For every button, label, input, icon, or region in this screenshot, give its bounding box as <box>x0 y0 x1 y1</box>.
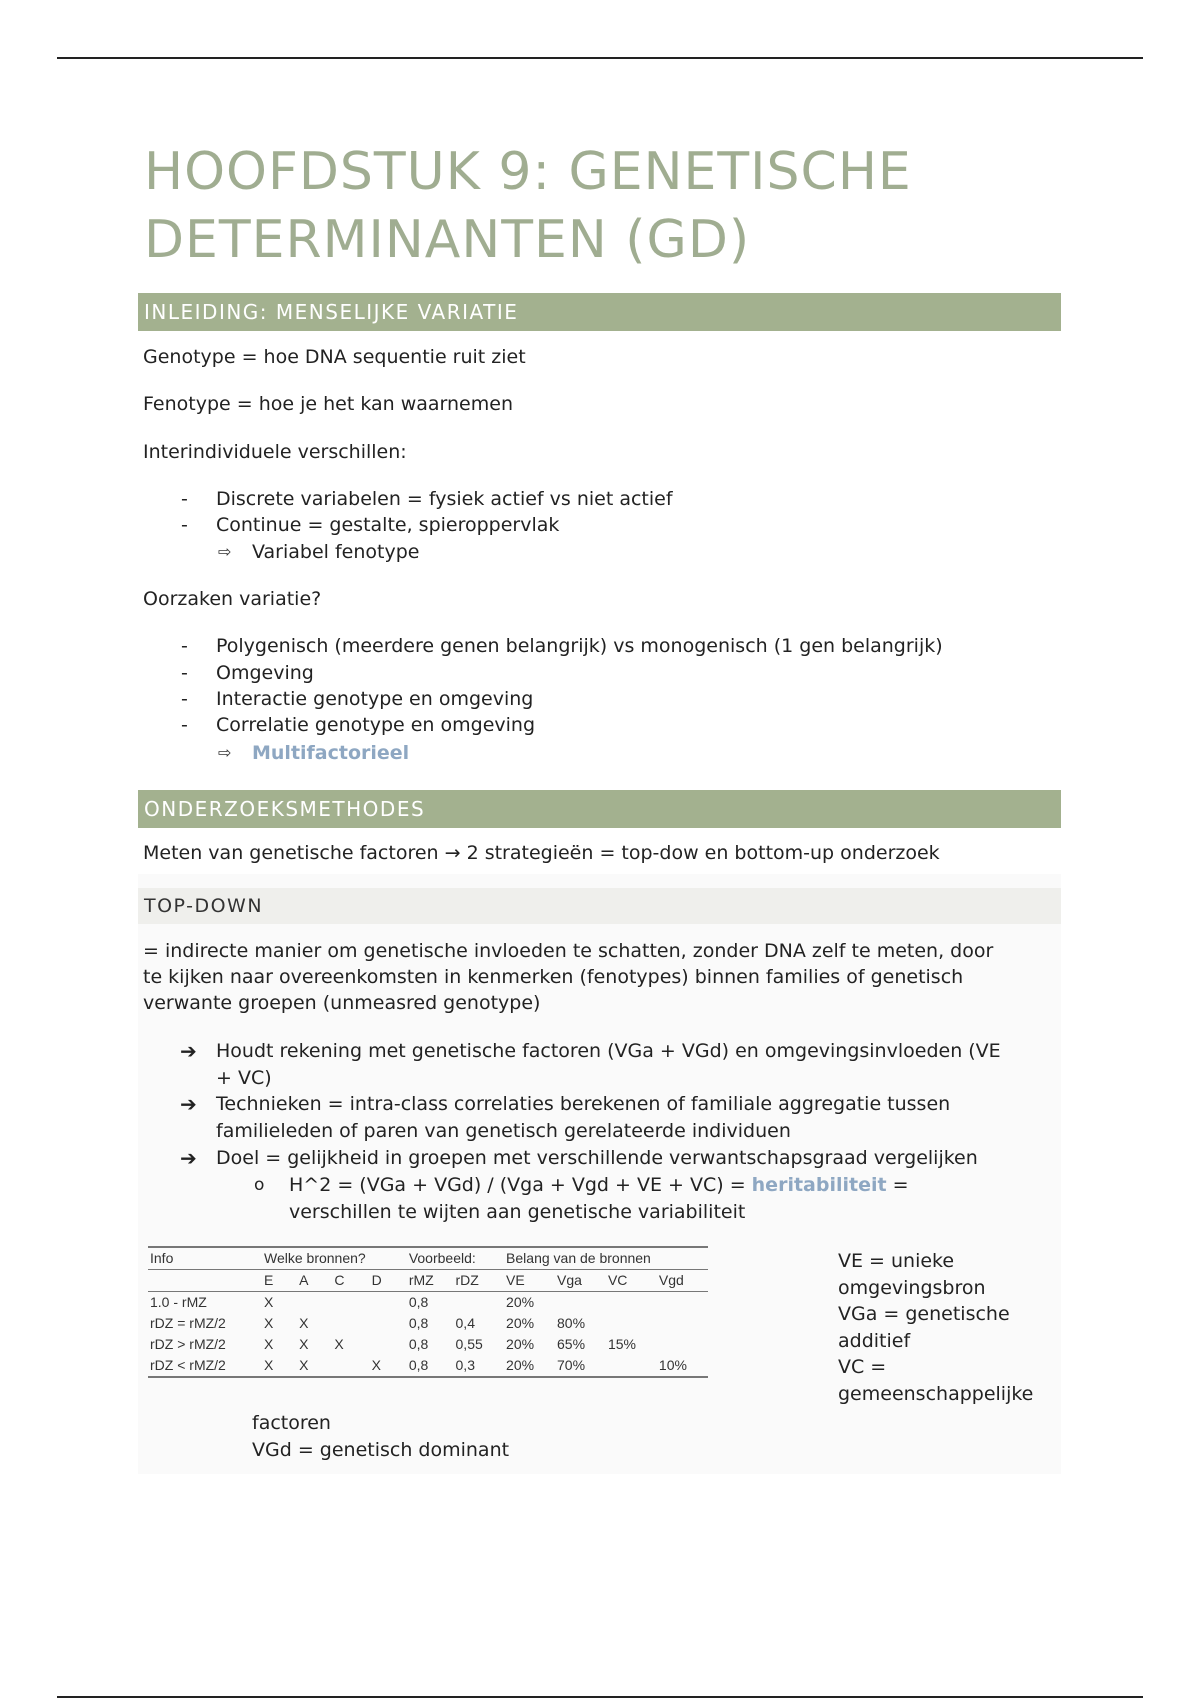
bottom-rule <box>57 1696 1143 1698</box>
legend-side <box>838 1248 1068 1407</box>
heritability-table <box>148 1246 708 1378</box>
group-header: Welke bronnen? <box>262 1247 407 1270</box>
table-row <box>148 1355 708 1377</box>
legend-below <box>252 1410 509 1463</box>
definition-line: verwante groepen (unmeasred genotype) <box>143 992 541 1014</box>
formula-pre: H^2 = (VGa + VGd) / (Vga + Vgd + VE + VC) = <box>289 1174 752 1196</box>
legend-line: VC = <box>838 1356 887 1378</box>
section-heading-inleiding: INLEIDING: MENSELIJKE VARIATIE <box>138 293 1061 331</box>
inter-arrow-text: Variabel fenotype <box>252 541 420 563</box>
dash-bullet: - <box>181 635 188 657</box>
table-cell: 20% <box>506 1336 535 1352</box>
legend-line: VE = unieke <box>838 1250 955 1272</box>
column-header <box>148 1270 262 1292</box>
table-cell: 0,8 <box>408 1315 429 1331</box>
arrow-bullet-icon: ➔ <box>180 1039 197 1063</box>
arrow-icon: ⇨ <box>218 743 232 762</box>
dash-bullet: - <box>181 714 188 736</box>
formula-post: = <box>886 1174 909 1196</box>
legend-line: VGa = genetische <box>838 1303 1010 1325</box>
arrow-icon: ⇨ <box>218 542 232 561</box>
table-cell: X <box>370 1355 407 1377</box>
table-body <box>148 1292 708 1378</box>
onderzoek-intro: Meten van genetische factoren → 2 strategieën = top-dow en bottom-up onderzoek <box>143 842 940 864</box>
bullet-line: Doel = gelijkheid in groepen met verschillende verwantschapsgraad vergelijken <box>216 1147 978 1169</box>
dash-bullet: - <box>181 662 188 684</box>
formula-line <box>289 1172 909 1198</box>
inter-label: Interindividuele verschillen: <box>143 441 407 463</box>
table-row <box>148 1313 708 1334</box>
table-cell: 65% <box>557 1336 586 1352</box>
column-header: C <box>332 1270 369 1292</box>
bullet-line: Houdt rekening met genetische factoren (VGa + VGd) en omgevingsinvloeden (VE <box>216 1040 1001 1062</box>
list-item: Correlatie genotype en omgeving <box>216 714 536 736</box>
group-header: Voorbeeld: <box>407 1247 504 1270</box>
table-row <box>148 1334 708 1355</box>
arrow-bullet-icon: ➔ <box>180 1146 197 1170</box>
table-cell: rDZ > rMZ/2 <box>150 1336 226 1352</box>
table-cell: X <box>299 1336 309 1352</box>
definition-line: = indirecte manier om genetische invloeden te schatten, zonder DNA zelf te meten, door <box>143 940 994 962</box>
legend-line: VGd = genetisch dominant <box>252 1438 510 1461</box>
table-cell: 0,8 <box>407 1355 454 1377</box>
top-rule <box>57 57 1143 59</box>
sub-header-row <box>148 1270 708 1292</box>
table-cell: 10% <box>657 1355 708 1377</box>
bullet-line: Technieken = intra-class correlaties berekenen of familiale aggregatie tussen <box>216 1093 951 1115</box>
table-cell <box>606 1292 657 1314</box>
column-header: E <box>262 1270 297 1292</box>
legend-line: omgevingsbron <box>838 1276 986 1299</box>
table-cell: 0,8 <box>408 1336 429 1352</box>
list-item: Omgeving <box>216 662 314 684</box>
column-header: D <box>370 1270 407 1292</box>
table-cell <box>555 1292 606 1314</box>
oorzaken-label: Oorzaken variatie? <box>143 588 322 610</box>
table-cell <box>657 1334 708 1355</box>
list-item: Interactie genotype en omgeving <box>216 688 534 710</box>
table-cell <box>657 1292 708 1314</box>
arrow-bullet-icon: ➔ <box>180 1092 197 1116</box>
table-cell <box>370 1292 407 1314</box>
table-cell: X <box>299 1315 309 1331</box>
table-cell <box>332 1355 369 1377</box>
dash-bullet: - <box>181 688 188 710</box>
sub-bullet-marker: o <box>254 1175 265 1195</box>
definition-line: te kijken naar overeenkomsten in kenmerken (fenotypes) binnen families of genetisch <box>143 966 964 988</box>
column-header: Vga <box>555 1270 606 1292</box>
column-header: VE <box>504 1270 555 1292</box>
column-header: rMZ <box>407 1270 454 1292</box>
group-header: Belang van de bronnen <box>504 1247 708 1270</box>
legend-line: additief <box>838 1329 911 1352</box>
table-cell: 20% <box>506 1294 535 1310</box>
table-cell: 15% <box>607 1336 636 1352</box>
title-line-2: DETERMINANTEN (GD) <box>144 210 751 270</box>
heritabiliteit-term: heritabiliteit <box>751 1174 887 1196</box>
table-cell: 70% <box>555 1355 606 1377</box>
section-heading-onderzoeksmethodes: ONDERZOEKSMETHODES <box>138 790 1061 828</box>
table-cell: X <box>297 1355 332 1377</box>
bullet-line: + VC) <box>216 1067 272 1089</box>
table-cell: 0,3 <box>454 1355 505 1377</box>
dash-bullet: - <box>181 488 188 510</box>
table-cell <box>606 1313 657 1334</box>
table-cell: rDZ = rMZ/2 <box>150 1315 226 1331</box>
list-item: Discrete variabelen = fysiek actief vs niet actief <box>216 488 673 510</box>
table-cell <box>297 1292 332 1314</box>
table-cell: X <box>334 1336 344 1352</box>
table-cell <box>657 1313 708 1334</box>
table-cell: X <box>264 1294 274 1310</box>
title-line-1: HOOFDSTUK 9: GENETISCHE <box>144 142 912 202</box>
fenotype-definition: Fenotype = hoe je het kan waarnemen <box>143 393 513 415</box>
table-cell: 80% <box>557 1315 586 1331</box>
formula-line-2: verschillen te wijten aan genetische variabiliteit <box>289 1201 746 1223</box>
list-item: Continue = gestalte, spieroppervlak <box>216 514 560 536</box>
table-cell: 0,4 <box>455 1315 475 1331</box>
table-cell: 20% <box>506 1315 535 1331</box>
subheading-top-down: TOP-DOWN <box>138 888 1061 924</box>
table-cell: rDZ < rMZ/2 <box>148 1355 262 1377</box>
page-title <box>144 138 1084 274</box>
bullet-line: familieleden of paren van genetisch gerelateerde individuen <box>216 1120 791 1142</box>
table-cell: 1.0 - rMZ <box>150 1294 207 1310</box>
table-cell <box>370 1334 407 1355</box>
table-cell <box>370 1313 407 1334</box>
table-cell: 0,55 <box>455 1336 483 1352</box>
table-cell <box>606 1355 657 1377</box>
table-cell <box>332 1292 369 1314</box>
table-cell: X <box>264 1315 274 1331</box>
table-cell: X <box>262 1355 297 1377</box>
column-header: Vgd <box>657 1270 708 1292</box>
list-item: Polygenisch (meerdere genen belangrijk) vs monogenisch (1 gen belangrijk) <box>216 635 943 657</box>
column-header: A <box>297 1270 332 1292</box>
table-row <box>148 1292 708 1314</box>
multifactorieel-term: Multifactorieel <box>252 742 410 764</box>
column-header: rDZ <box>454 1270 505 1292</box>
legend-line: factoren <box>252 1412 331 1434</box>
table-cell <box>454 1292 505 1314</box>
table-cell: 20% <box>504 1355 555 1377</box>
group-header: Info <box>148 1247 262 1270</box>
table-cell <box>332 1313 369 1334</box>
column-header: VC <box>606 1270 657 1292</box>
legend-line: gemeenschappelijke <box>838 1382 1034 1405</box>
dash-bullet: - <box>181 514 188 536</box>
table-cell: 0,8 <box>408 1294 429 1310</box>
table-cell: X <box>264 1336 274 1352</box>
genotype-definition: Genotype = hoe DNA sequentie ruit ziet <box>143 346 526 368</box>
